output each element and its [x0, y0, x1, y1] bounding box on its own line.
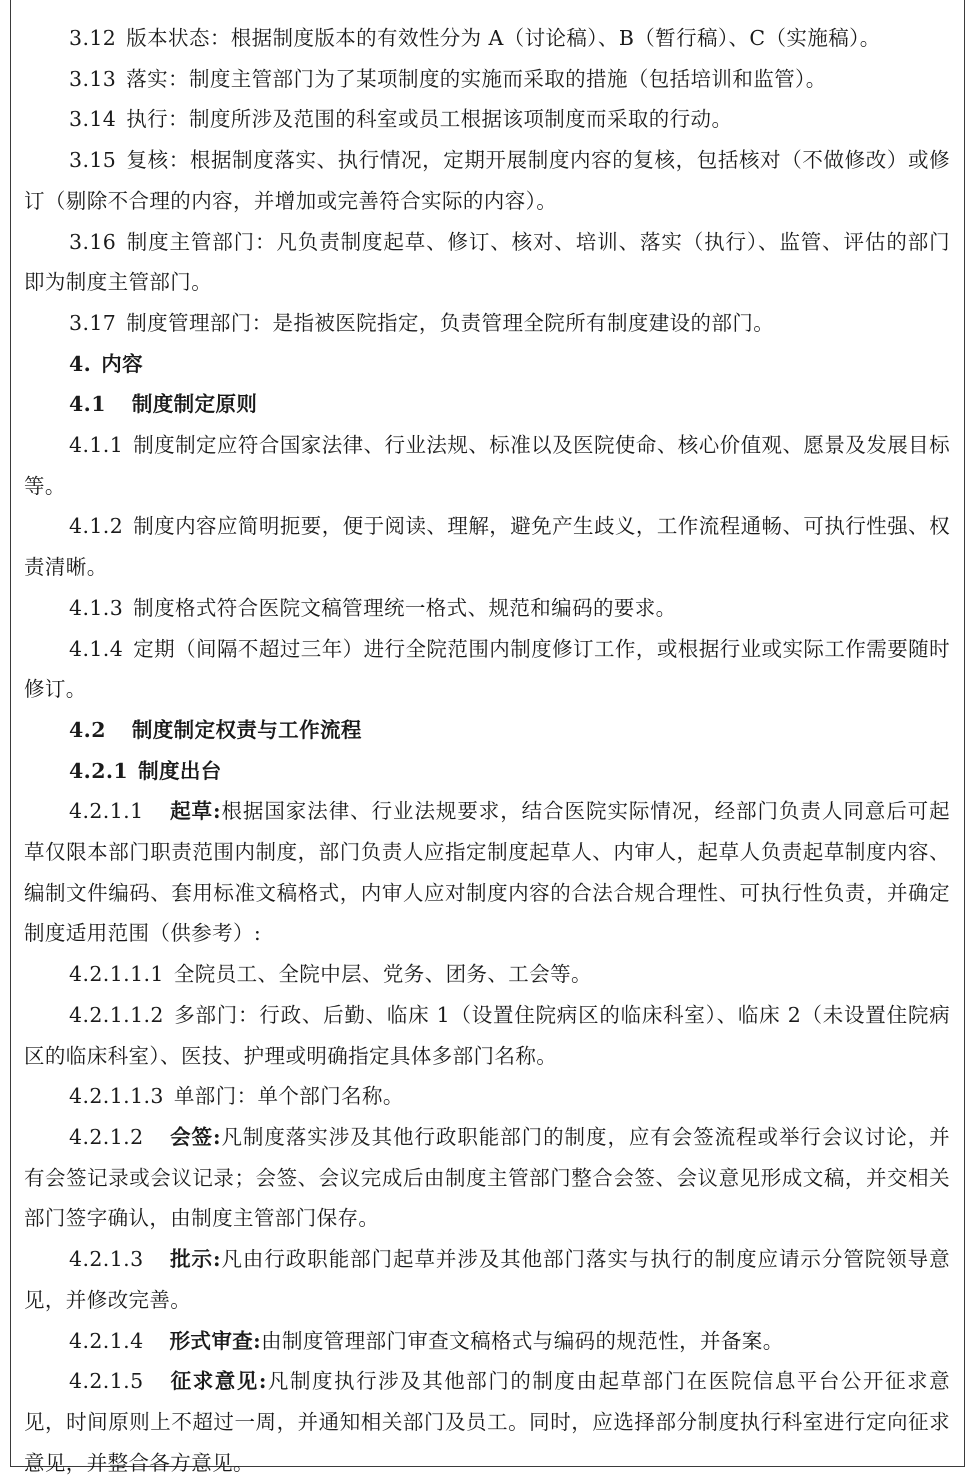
- clause-number: 4.2.1.1.3: [69, 1084, 164, 1109]
- clause-term: 批示:: [169, 1247, 221, 1272]
- clause-number: 4.2.1.4: [69, 1328, 144, 1353]
- clause-number: 3.14: [69, 107, 117, 132]
- clause-number: 4.1.2: [69, 514, 124, 539]
- clause-number: 4.1.1: [69, 433, 124, 458]
- clause-term: 起草:: [169, 799, 221, 824]
- clause-paragraph: [24, 954, 950, 995]
- section-heading: [24, 751, 950, 792]
- clause-text: 版本状态：根据制度版本的有效性分为 A（讨论稿）、B（暂行稿）、C（实施稿）。: [126, 26, 881, 50]
- clause-term: 会签:: [169, 1124, 221, 1149]
- clause-paragraph: [24, 99, 950, 140]
- clause-paragraph: [24, 1361, 950, 1483]
- clause-number: 4.2.1.1: [69, 799, 144, 824]
- clause-paragraph: [24, 1076, 950, 1117]
- clause-text: 制度制定权责与工作流程: [131, 717, 362, 742]
- clause-text: 落实：制度主管部门为了某项制度的实施而采取的措施（包括培训和监管）。: [126, 66, 827, 91]
- document-body: [24, 18, 950, 1483]
- clause-text: 制度管理部门：是指被医院指定，负责管理全院所有制度建设的部门。: [126, 310, 775, 335]
- clause-number: 4.1.4: [69, 636, 124, 661]
- clause-paragraph: [24, 222, 950, 303]
- clause-number: 4.: [69, 351, 92, 376]
- clause-paragraph: [24, 629, 950, 710]
- clause-number: 4.1.3: [69, 595, 124, 620]
- clause-text: 制度制定原则: [131, 392, 258, 417]
- clause-text: 多部门：行政、后勤、临床 1（设置住院病区的临床科室）、临床 2（未设置住院病区的临床科室）、医技、护理或明确指定具体多部门名称。: [24, 1002, 950, 1068]
- clause-paragraph: [24, 791, 950, 954]
- clause-text: 制度主管部门：凡负责制度起草、修订、核对、培训、落实（执行）、监管、评估的部门即为制度主管部门。: [24, 229, 950, 295]
- clause-number: 4.2.1.3: [69, 1247, 144, 1272]
- clause-text: 凡由行政职能部门起草并涉及其他部门落实与执行的制度应请示分管院领导意见，并修改完善。: [24, 1247, 950, 1312]
- section-heading: [24, 710, 950, 751]
- clause-paragraph: [24, 506, 950, 587]
- clause-text: 内容: [101, 351, 144, 376]
- clause-paragraph: [24, 59, 950, 100]
- clause-number: 4.1: [69, 392, 106, 417]
- clause-text: 制度出台: [138, 758, 222, 783]
- clause-number: 3.16: [69, 229, 117, 254]
- clause-text: 由制度管理部门审查文稿格式与编码的规范性，并备案。: [261, 1328, 784, 1353]
- clause-text: 执行：制度所涉及范围的科室或员工根据该项制度而采取的行动。: [126, 107, 733, 132]
- section-heading: [24, 384, 950, 425]
- clause-text: 单部门：单个部门名称。: [173, 1084, 404, 1109]
- clause-text: 凡制度执行涉及其他部门的制度由起草部门在医院信息平台公开征求意见，时间原则上不超过一周，并通知相关部门及员工。同时，应选择部分制度执行科室进行定向征求意见，并整合各方意见。: [24, 1369, 950, 1475]
- clause-text: 全院员工、全院中层、党务、团务、工会等。: [173, 962, 592, 987]
- clause-number: 4.2.1: [69, 758, 129, 783]
- clause-text: 制度内容应简明扼要，便于阅读、理解，避免产生歧义，工作流程通畅、可执行性强、权责清晰。: [24, 514, 950, 580]
- clause-paragraph: [24, 588, 950, 629]
- clause-number: 4.2: [69, 717, 106, 742]
- clause-number: 4.2.1.1.2: [69, 1002, 164, 1027]
- section-heading: [24, 344, 950, 385]
- clause-paragraph: [24, 18, 950, 59]
- clause-number: 4.2.1.1.1: [69, 962, 164, 987]
- clause-paragraph: [24, 1239, 950, 1320]
- clause-text: 根据国家法律、行业法规要求，结合医院实际情况，经部门负责人同意后可起草仅限本部门职责范围内制度，部门负责人应指定制度起草人、内审人，起草人负责起草制度内容、编制文件编码、套用标准文稿格式，内审人应对制度内容的合法合规合理性、可执行性负责，并确定制度适用范围（供参考）:: [24, 799, 950, 946]
- clause-number: 3.17: [69, 310, 117, 335]
- clause-text: 复核：根据制度落实、执行情况，定期开展制度内容的复核，包括核对（不做修改）或修订（剔除不合理的内容，并增加或完善符合实际的内容）。: [24, 148, 950, 213]
- clause-text: 制度制定应符合国家法律、行业法规、标准以及医院使命、核心价值观、愿景及发展目标等。: [24, 433, 950, 498]
- clause-paragraph: [24, 303, 950, 344]
- clause-paragraph: [24, 1321, 950, 1362]
- clause-term: 形式审查:: [169, 1328, 262, 1353]
- clause-term: 征求意见:: [169, 1369, 267, 1394]
- clause-paragraph: [24, 140, 950, 221]
- clause-paragraph: [24, 425, 950, 506]
- clause-paragraph: [24, 995, 950, 1076]
- clause-number: 4.2.1.5: [69, 1369, 144, 1394]
- clause-number: 4.2.1.2: [69, 1124, 144, 1149]
- clause-number: 3.15: [69, 148, 117, 173]
- clause-number: 3.13: [69, 66, 117, 91]
- clause-text: 定期（间隔不超过三年）进行全院范围内制度修订工作，或根据行业或实际工作需要随时修订。: [24, 636, 950, 702]
- clause-text: 凡制度落实涉及其他行政职能部门的制度，应有会签流程或举行会议讨论，并有会签记录或会议记录；会签、会议完成后由制度主管部门整合会签、会议意见形成文稿，并交相关部门签字确认，由制度主管部门保存。: [24, 1124, 950, 1231]
- clause-paragraph: [24, 1117, 950, 1239]
- clause-text: 制度格式符合医院文稿管理统一格式、规范和编码的要求。: [133, 595, 677, 620]
- clause-number: 3.12: [69, 26, 117, 50]
